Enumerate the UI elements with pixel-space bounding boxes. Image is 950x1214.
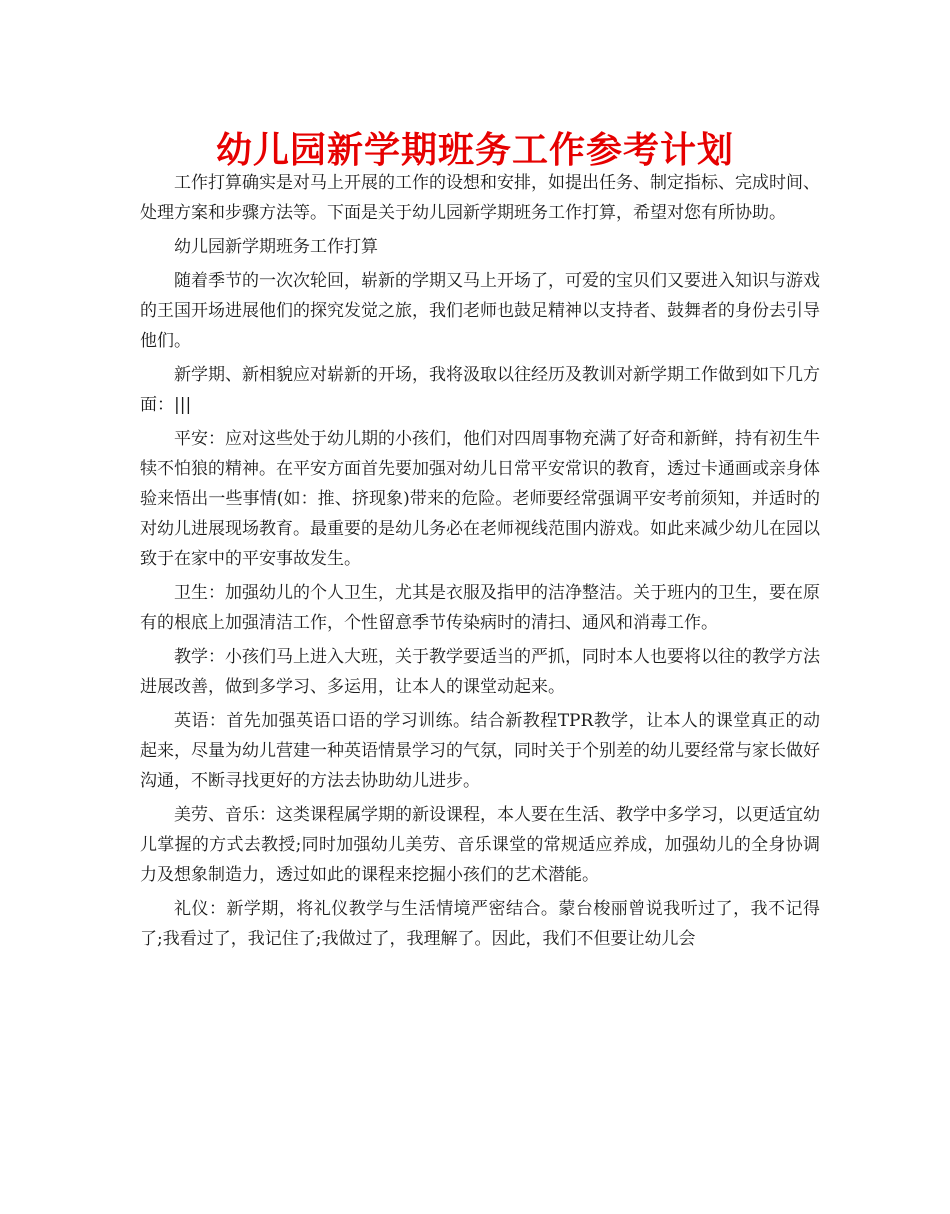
paragraph-safety: 平安：应对这些处于幼儿期的小孩们，他们对四周事物充满了好奇和新鲜，持有初生牛犊不怕狼的精神。在平安方面首先要加强对幼儿日常平安常识的教育，透过卡通画或亲身体验来悟出一些事情(如：推、挤现象)带来的危险。老师要经常强调平安考前须知，并适时的对幼儿进展现场教育。最重要的是幼儿务必在老师视线范围内游戏。如此来减少幼儿在园以致于在家中的平安事故发生。 bbox=[140, 429, 820, 569]
paragraph-opening: 随着季节的一次次轮回，崭新的学期又马上开场了，可爱的宝贝们又要进入知识与游戏的王国开场进展他们的探究发觉之旅，我们老师也鼓足精神以支持者、鼓舞者的身份去引导他们。 bbox=[140, 271, 820, 351]
paragraph-art-music: 美劳、音乐：这类课程属学期的新设课程，本人要在生活、教学中多学习，以更适宜幼儿掌握的方式去教授;同时加强幼儿美劳、音乐课堂的常规适应养成，加强幼儿的全身协调力及想象制造力，透过如此的课程来挖掘小孩们的艺术潜能。 bbox=[140, 805, 820, 885]
document-title: 幼儿园新学期班务工作参考计划 bbox=[215, 129, 734, 171]
paragraph-teaching: 教学：小孩们马上进入大班，关于教学要适当的严抓，同时本人也要将以往的教学方法进展改善，做到多学习、多运用，让本人的课堂动起来。 bbox=[140, 647, 820, 697]
paragraph-hygiene: 卫生：加强幼儿的个人卫生，尤其是衣服及指甲的洁净整洁。关于班内的卫生，要在原有的根底上加强清洁工作，个性留意季节传染病时的清扫、通风和消毒工作。 bbox=[140, 583, 820, 633]
document-body bbox=[140, 168, 820, 958]
paragraph-etiquette: 礼仪：新学期，将礼仪教学与生活情境严密结合。蒙台梭丽曾说我听过了，我不记得了;我看过了，我记住了;我做过了，我理解了。因此，我们不但要让幼儿会 bbox=[140, 899, 820, 949]
paragraph-intro: 工作打算确实是对马上开展的工作的设想和安排，如提出任务、制定指标、完成时间、处理方案和步骤方法等。下面是关于幼儿园新学期班务工作打算，希望对您有所协助。 bbox=[140, 173, 820, 223]
paragraph-new-term: 新学期、新相貌应对崭新的开场，我将汲取以往经历及教训对新学期工作做到如下几方面：||| bbox=[140, 365, 820, 415]
paragraph-english: 英语：首先加强英语口语的学习训练。结合新教程TPR教学，让本人的课堂真正的动起来，尽量为幼儿营建一种英语情景学习的气氛，同时关于个别差的幼儿要经常与家长做好沟通，不断寻找更好的方法去协助幼儿进步。 bbox=[140, 711, 820, 791]
paragraph-subheading: 幼儿园新学期班务工作打算 bbox=[174, 237, 378, 257]
